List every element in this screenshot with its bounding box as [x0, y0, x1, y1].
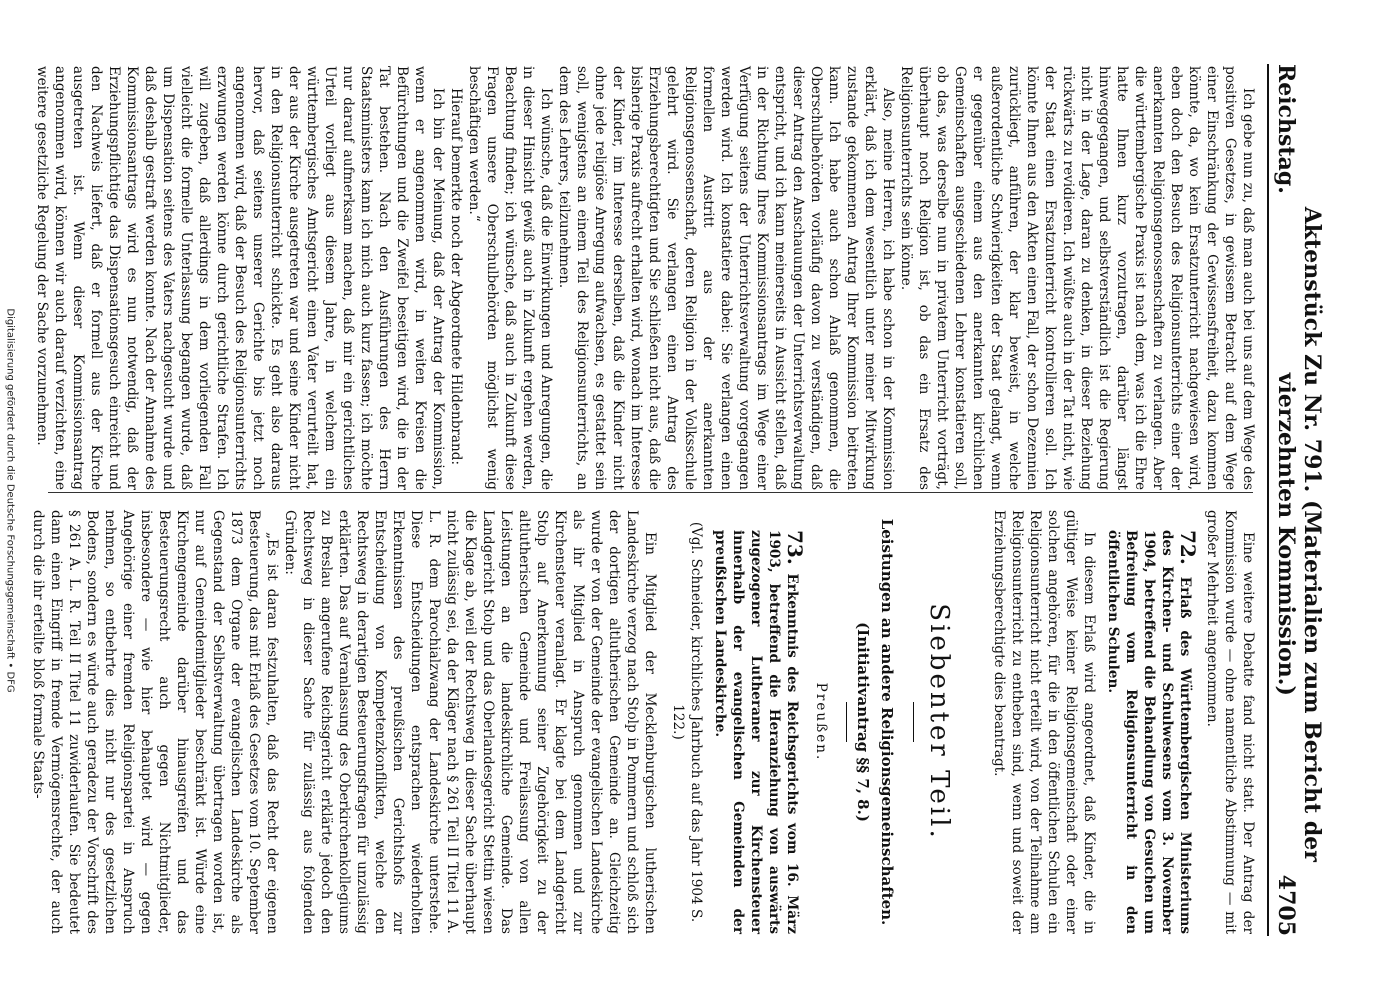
digitization-credit	[0, 0, 20, 1000]
decree-72-body: In diesem Erlaß wird angeordnet, daß Kinder, die in gültiger Weise keiner Religionsgemeinschaft oder einer solchen angehören, für die in den öffentlichen Schulen ein Religionsunterricht nicht erteilt wird, von der Teilnahme am Religionsunterricht zu entheben sind, wenn und soweit der Erziehungsberechtigte dies beantragt.	[991, 510, 1097, 934]
decree-72-title: Erlaß des Württembergischen Ministeriums des Kirchen- und Schulwesens vom 3. November 1904, betreffend die Behandlung von Gesuchen um Befreiung vom Religionsunterricht in den öffentlichen Schulen.	[1105, 530, 1193, 934]
paragraph: Ich wünsche, daß die Einwirkungen und Anregungen, die in dieser Hinsicht gewiß auch in Zukunft ergehen werden, Beachtung finden; ich wünsche, daß auch in Zukunft diese Fragen unsere Oberschulbehörden möglichst wenig beschäftigen werden.“	[466, 66, 554, 490]
paragraph: Ich gebe nun zu, daß man auch bei uns auf dem Wege des positiven Gesetzes, in gewissem Betracht auf dem Wege einer Einschränkung der Gewissensfreiheit, dazu kommen könnte, da, wo kein Ersatzunterricht nachgewiesen wird, eben doch den Besuch des Religionsunterrichts einer der anerkannten Religionsgenossenschaften zu verlangen. Aber die württembergische Praxis ist nach dem, was ich die Ehre hatte Ihnen kurz vorzutragen, darüber längst hinweggegangen, und selbstverständlich ist die Regierung nicht in der Lage, daran zu denken, in dieser Beziehung rückwärts zu revidieren. Ich wüßte auch in der Tat nicht, wie der Staat einen Ersatzunterricht kontrollieren soll. Ich könnte Ihnen aus den Akten einen Fall, der schon Dezennien zurückliegt, anführen, der klar beweist, in welche außerordentliche Schwierigkeiten der Staat gelangt, wenn er gegenüber einem aus den anerkannten kirchlichen Gemeinschaften ausgeschiedenen Lehrer konstatieren soll, ob das, was derselbe nun in privatem Unterricht vorträgt, überhaupt noch Religion ist, ob das ein Ersatz des Religionsunterrichts sein könne.	[898, 66, 1256, 490]
paragraph: Hierauf bemerkte noch der Abgeordnete Hildenbrand:	[448, 88, 464, 466]
paragraph: Ich bin der Meinung, daß der Antrag der Kommission, wenn er angenommen wird, in weiten Kreisen die Befürchtungen und die Zweifel beseitigen wird, die in der Tat bestehen. Nach den Ausführungen des Herrn Staatsministers kann ich mich auch kurz fassen; ich möchte nur darauf aufmerksam machen, daß mir ein gerichtliches Urteil vorliegt aus diesem Jahre, in welchem ein württembergisches Amtsgericht einen Vater verurteilt hat, der aus der Kirche ausgetreten war und seine Kinder nicht in den Religionsunterricht schickte. Es geht also daraus hervor, daß seitens unserer Gerichte bis jetzt noch angenommen wird, daß der Besuch des Religionsunterrichts erzwungen werden könne durch gerichtliche Strafen. Ich will zugeben, daß allerdings in dem vorliegenden Fall vielleicht die formelle Unterlassung begangen wurde, daß um Dispensation seitens des Vaters nachgesucht wurde und daß deshalb gestraft werden konnte. Nach der Annahme des Kommissionsantrags wird es nun notwendig, daß der Erziehungspflichtige das Dispensationsgesuch einreicht und den Nachweis liefert, daß er formell aus der Kirche ausgetreten ist. Wenn dieser Kommissionsantrag angenommen wird, können wir auch darauf verzichten, eine weitere gesetzliche Regelung der Sache vorzunehmen.	[34, 66, 446, 490]
part-subheading: Leistungen an andere Religionsgemeinschaften.	[878, 518, 896, 926]
digitization-credit-text: Digitalisierung gefördert durch die Deutsche Forschungsgemeinschaft • DFG	[4, 307, 16, 693]
decree-73-heading	[711, 510, 807, 934]
decree-73-citation: (Vgl. Schneider, kirchliches Jahrbuch auf das Jahr 1904 S. 122.)	[670, 521, 704, 923]
decree-72-number: 72.	[1176, 530, 1200, 565]
decree-73-number: 73.	[783, 530, 807, 565]
header-left: Reichstag.	[1273, 64, 1299, 194]
part-heading: Siebenter Teil.	[924, 603, 954, 841]
intro-paragraph: Eine weitere Debatte fand nicht statt. Der Antrag der Kommission wurde — ohne namentliche Abstimmung — mit großer Mehrheit angenommen.	[1204, 510, 1256, 934]
decree-73-title: Erkenntnis des Reichsgerichts vom 16. März 1903, betreffend die Heranziehung von auswärts zugezogener Lutheraner zur Kirchensteuer innerhalb der evangelischen Gemeinden der preußischen Landeskirche.	[712, 530, 800, 934]
region-heading: Preußen.	[813, 682, 829, 762]
decree-73-body: Ein Mitglied der Mecklenburgischen lutherischen Landeskirche verzog nach Stolp in Pommern und schloß sich der dortigen altlutherischen Gemeinde an. Gleichzeitig wurde er von der Gemeinde der evangelischen Landeskirche als ihr Mitglied in Anspruch genommen und zur Kirchensteuer veranlagt. Er klagte bei dem Landgericht Stolp auf Anerkennung seiner Zugehörigkeit zu der altlutherischen Gemeinde und Freilassung von allen Leistungen an die landeskirchliche Gemeinde. Das Landgericht Stolp und das Oberlandesgericht Stettin wiesen die Klage ab, weil der Rechtsweg in dieser Sache überhaupt nicht zulässig sei, da der Kläger nach § 261 Teil II Titel 11 A. L. R. dem Parochialzwang der Landeskirche unterstehe. Diese Entscheidungen entsprachen wiederholten Erkenntnissen des preußischen Gerichtshofs zur Entscheidung von Kompetenzkonflikten, welche den Rechtsweg in derartigen Besteuerungsfragen für unzulässig erklärten. Das auf Veranlassung des Oberkirchenkollegiums zu Breslau angerufene Reichsgericht erklärte jedoch den Rechtsweg in dieser Sache für zulässig aus folgenden Gründen:	[282, 510, 658, 934]
header-title: Aktenstück Zu Nr. 791. (Materialien zum Bericht der vierzehnten Kommission.)	[1273, 206, 1325, 862]
column-divider	[48, 492, 1253, 493]
decree-72-heading	[1104, 510, 1200, 934]
paragraph: Also, meine Herren, ich habe schon in der Kommission erklärt, daß ich dem wesentlich unter meiner Mitwirkung zustande gekommenen Antrag Ihrer Kommission beitreten kann. Ich habe auch schon Anlaß genommen, die Oberschulbehörden vorläufig davon zu verständigen, daß dieser Antrag den Anschauungen der Unterrichtsverwaltung entspricht, und ich kann meinerseits in Aussicht stellen, daß in der Richtung Ihres Kommissionsantrags im Wege einer Verfügung seitens der Unterrichtsverwaltung vorgegangen werden wird. Ich konstatiere dabei: Sie verlangen einen formellen Austritt aus der anerkannten Religionsgenossenschaft, deren Religion in der Volksschule gelehrt wird. Sie verlangen einen Antrag des Erziehungsberechtigten und Sie schließen nicht aus, daß die bisherige Praxis aufrecht erhalten wird, wonach im Interesse der Kinder, im Interesse derselben, daß die Kinder nicht ohne jede religiöse Anregung aufwachsen, es gestattet sein soll, wenigstens an einem Teil des Religionsunterrichts, an dem des Lehrers, teilzunehmen.	[556, 66, 896, 490]
heading-rule	[913, 702, 914, 742]
decree-73-body: „Es ist daran festzuhalten, daß das Recht der eigenen Besteuerung, das mit Erlaß des Gesetzes vom 10. September 1873 dem Organe der evangelischen Landeskirche als Gegenstand der Selbstverwaltung übertragen worden ist, nur auf Gemeindemitglieder beschränkt ist. Würde eine Kirchengemeinde darüber hinausgreifen und das Besteuerungsrecht auch gegen Nichtmitglieder, insbesondere — wie hier behauptet wird — gegen Angehörige einer fremden Religionspartei in Anspruch nehmen, so entbehrte dies nicht nur des gesetzlichen Bodens, sondern es würde auch geradezu der Vorschrift des § 261 A. L. R. Teil II Titel 11 zuwiderlaufen. Sie bedeutet dann einen Eingriff in fremde Vermögensrechte, der auch durch die ihr erteilte bloß formale Staats-	[30, 510, 280, 934]
part-subheading-2: (Initiativantrag §§ 7, 8.)	[854, 622, 872, 822]
heading-rule	[846, 702, 847, 742]
right-column	[30, 510, 1257, 934]
page-number: 4705	[1273, 874, 1299, 936]
left-column	[34, 66, 1257, 490]
page-header	[1267, 64, 1325, 936]
